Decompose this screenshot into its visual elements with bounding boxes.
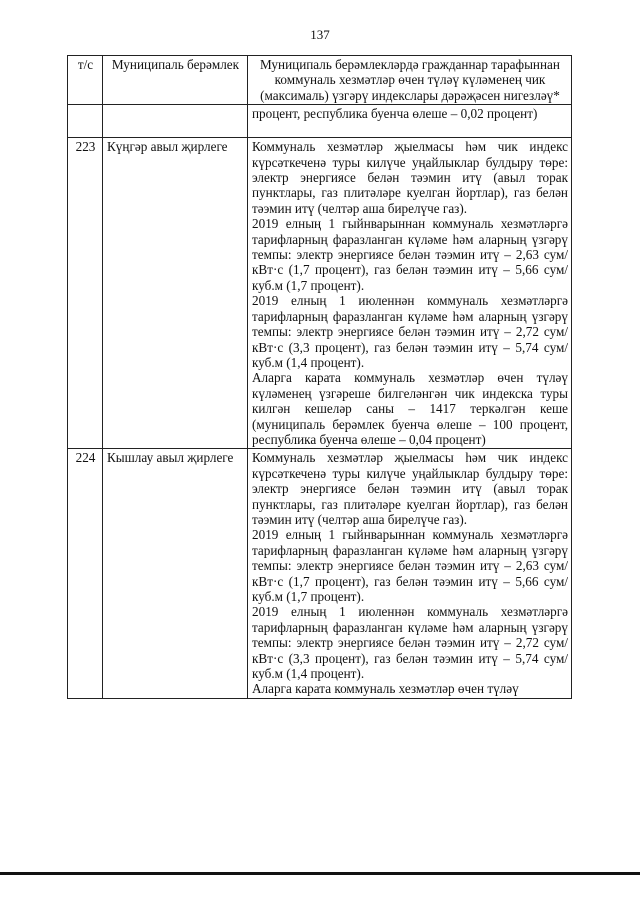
description-paragraph: 2019 елның 1 июленнән коммуналь хезмәтләргә тарифларның фаразланган күләме һәм аларның үзгәрү темпы: электр энергиясе белән тәэмин итү – 2,72 сум/кВт·с (3,3 процент), газ белән тәэмин итү – 5,74 сум/куб.м (1,4 процент). (252, 604, 568, 682)
table-header (68, 56, 572, 105)
row-description (248, 138, 572, 449)
row-description (248, 449, 572, 699)
row-number (68, 105, 103, 138)
row-municipality (103, 105, 248, 138)
description-paragraph: 2019 елның 1 гыйнварыннан коммуналь хезмәтләргә тарифларның фаразланган күләме һәм аларның үзгәрү темпы: электр энергиясе белән тәэмин итү – 2,63 сум/кВт·с (1,7 процент), газ белән тәэмин итү – 5,66 сум/куб.м (1,7 процент). (252, 216, 568, 293)
description-paragraph: Аларга карата коммуналь хезмәтләр өчен түләү күләменең үзгәреше билгеләнгән чик индекска туры килгән кешеләр саны – 1417 теркәлгән кеше (муниципаль берәмлек буенча өлеше – 100 процент, республика буенча өлеше – 0,04 процент) (252, 370, 568, 447)
description-paragraph: Коммуналь хезмәтләр җыелмасы һәм чик индекс күрсәткеченә туры килүче уңайлыклар булдыру төре: электр энергиясе белән тәэмин итү (авыл торак пунктлары, газ плитәләре куелган йортлар), газ белән тәэмин итү (челтәр аша бирелүче газ). (252, 450, 568, 527)
row-municipality: Кышлау авыл җирлеге (103, 449, 248, 699)
description-paragraph: 2019 елның 1 июленнән коммуналь хезмәтләргә тарифларның фаразланган күләме һәм аларның үзгәрү темпы: электр энергиясе белән тәэмин итү – 2,72 сум/кВт·с (3,3 процент), газ белән тәэмин итү – 5,74 сум/куб.м (1,4 процент). (252, 293, 568, 370)
row-municipality: Күңгәр авыл җирлеге (103, 138, 248, 449)
description-paragraph: Аларга карата коммуналь хезмәтләр өчен түләү (252, 681, 519, 697)
header-municipality: Муниципаль берәмлек (103, 56, 248, 105)
header-row (68, 56, 572, 105)
table-body (68, 105, 572, 699)
description-paragraph: процент, республика буенча өлеше – 0,02 процент) (252, 106, 538, 122)
page-number: 137 (310, 27, 330, 42)
header-description: Муниципаль берәмлекләрдә гражданнар тарафыннан коммуналь хезмәтләр өчен түләү күләменең чик (максималь) үзгәрү индекслары дәрәҗәсен нигезләү* (248, 56, 572, 105)
row-number: 224 (68, 449, 103, 699)
page-bottom-rule (0, 872, 640, 875)
description-paragraph: 2019 елның 1 гыйнварыннан коммуналь хезмәтләргә тарифларның фаразланган күләме һәм аларның үзгәрү темпы: электр энергиясе белән тәэмин итү – 2,63 сум/кВт·с (1,7 процент), газ белән тәэмин итү – 5,66 сум/куб.м (1,7 процент). (252, 527, 568, 604)
header-number: т/с (68, 56, 103, 105)
description-paragraph: Коммуналь хезмәтләр җыелмасы һәм чик индекс күрсәткеченә туры килүче уңайлыклар булдыру төре: электр энергиясе белән тәэмин итү (авыл торак пунктлары, газ плитәләре куелган йортлар), газ белән тәэмин итү (челтәр аша бирелүче газ). (252, 139, 568, 216)
row-description (248, 105, 572, 138)
table-row (68, 449, 572, 699)
table-row (68, 138, 572, 449)
utility-index-table (67, 55, 572, 699)
table-row-continuation (68, 105, 572, 138)
row-number: 223 (68, 138, 103, 449)
